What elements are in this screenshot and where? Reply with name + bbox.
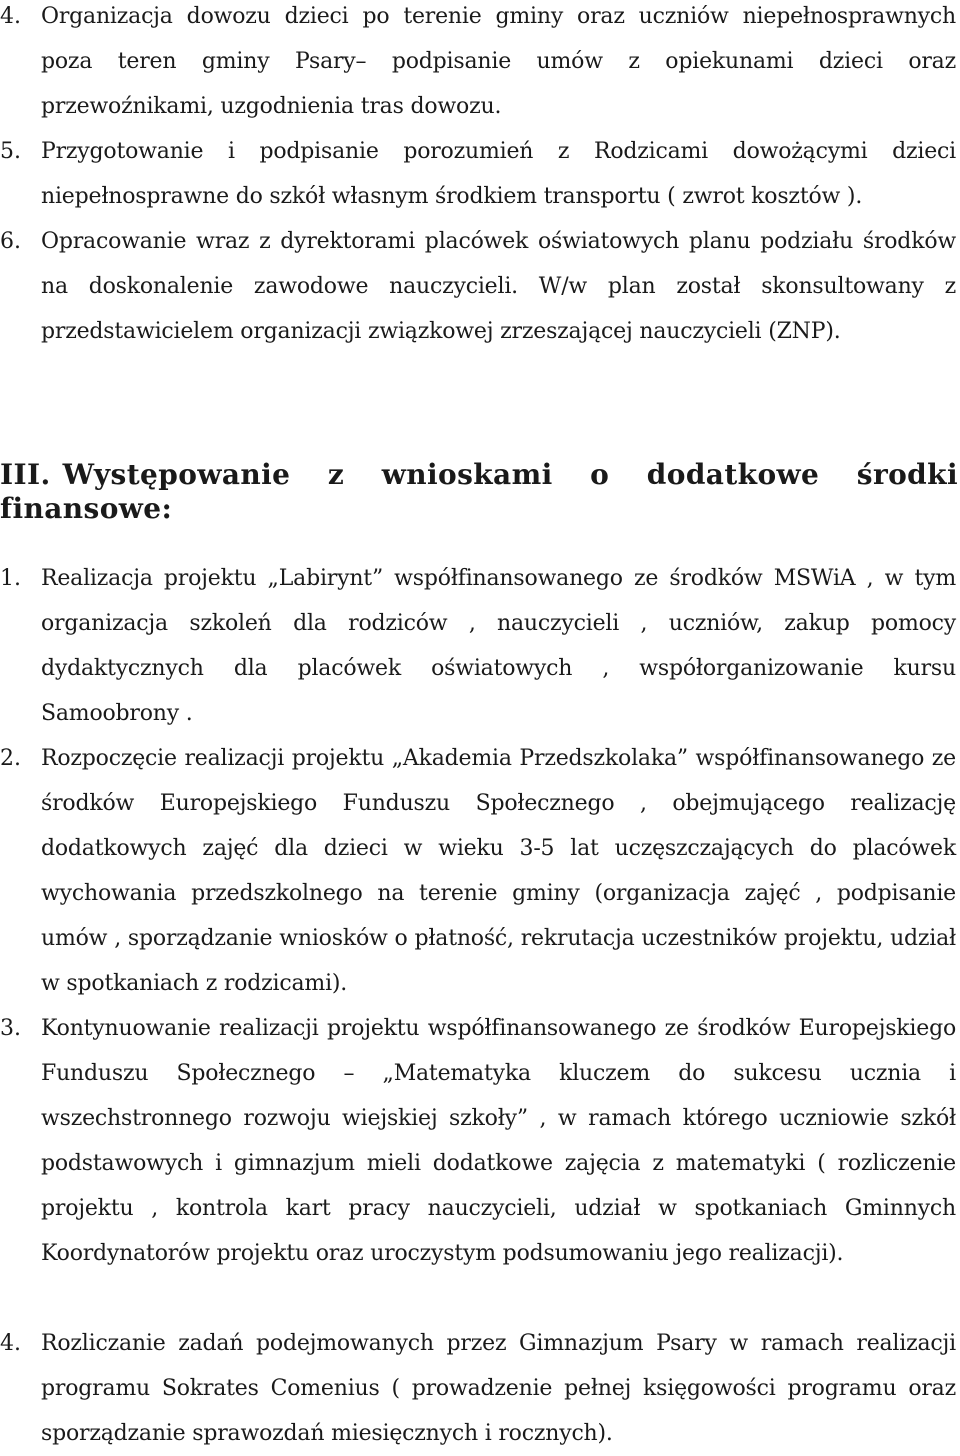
- list-item-number: 2.: [0, 746, 21, 771]
- section-title: Występowanie z wnioskami o dodatkowe środki finansowe:: [0, 458, 958, 525]
- list-item: [0, 556, 960, 736]
- list-item: [0, 1321, 960, 1456]
- list-item-text: Przygotowanie i podpisanie porozumień z Rodzicami dowożącymi dzieci niepełnosprawne do szkół własnym środkiem transportu ( zwrot kosztów ).: [41, 139, 956, 209]
- list-item: [0, 736, 960, 1006]
- list-item: [0, 219, 960, 354]
- list-item-text: Opracowanie wraz z dyrektorami placówek oświatowych planu podziału środków na doskonalenie zawodowe nauczycieli. W/w plan został skonsultowany z przedstawicielem organizacji związkowej zrzeszającej nauczycieli (ZNP).: [41, 229, 956, 344]
- list-item-text: Kontynuowanie realizacji projektu współfinansowanego ze środków Europejskiego Funduszu Społecznego – „Matematyka kluczem do sukcesu ucznia i wszechstronnego rozwoju wiejskiej szkoły” , w ramach którego uczniowie szkół podstawowych i gimnazjum mieli dodatkowe zajęcia z matematyki ( rozliczenie projektu , kontrola kart pracy nauczycieli, udział w spotkaniach Gminnych Koordynatorów projektu oraz uroczystym podsumowaniu jego realizacji).: [41, 1016, 956, 1266]
- list-item-number: 4.: [0, 4, 21, 29]
- list-item-text: Organizacja dowozu dzieci po terenie gminy oraz uczniów niepełnosprawnych poza teren gminy Psary– podpisanie umów z opiekunami dzieci oraz przewoźnikami, uzgodnienia tras dowozu.: [41, 4, 956, 119]
- list-item-number: 5.: [0, 139, 21, 164]
- list-item-number: 1.: [0, 566, 21, 591]
- section-heading: [0, 458, 958, 526]
- list-item: [0, 1006, 960, 1276]
- list-item-number: 3.: [0, 1016, 21, 1041]
- list-item-number: 6.: [0, 229, 21, 254]
- list-item: [0, 0, 960, 129]
- list-item-text: Rozpoczęcie realizacji projektu „Akademia Przedszkolaka” współfinansowanego ze środków Europejskiego Funduszu Społecznego , obejmującego realizację dodatkowych zajęć dla dzieci w wieku 3-5 lat uczęszczających do placówek wychowania przedszkolnego na terenie gminy (organizacja zajęć , podpisanie umów , sporządzanie wniosków o płatność, rekrutacja uczestników projektu, udział w spotkaniach z rodzicami).: [41, 746, 956, 996]
- list-item-number: 4.: [0, 1331, 21, 1356]
- list-item-text: Realizacja projektu „Labirynt” współfinansowanego ze środków MSWiA , w tym organizacja szkoleń dla rodziców , nauczycieli , uczniów, zakup pomocy dydaktycznych dla placówek oświatowych , współorganizowanie kursu Samoobrony .: [41, 566, 956, 726]
- list-item: [0, 129, 960, 219]
- section-number: III.: [0, 458, 51, 491]
- list-item-text: Rozliczanie zadań podejmowanych przez Gimnazjum Psary w ramach realizacji programu Sokrates Comenius ( prowadzenie pełnej księgowości programu oraz sporządzanie sprawozdań miesięcznych i rocznych).: [41, 1331, 956, 1446]
